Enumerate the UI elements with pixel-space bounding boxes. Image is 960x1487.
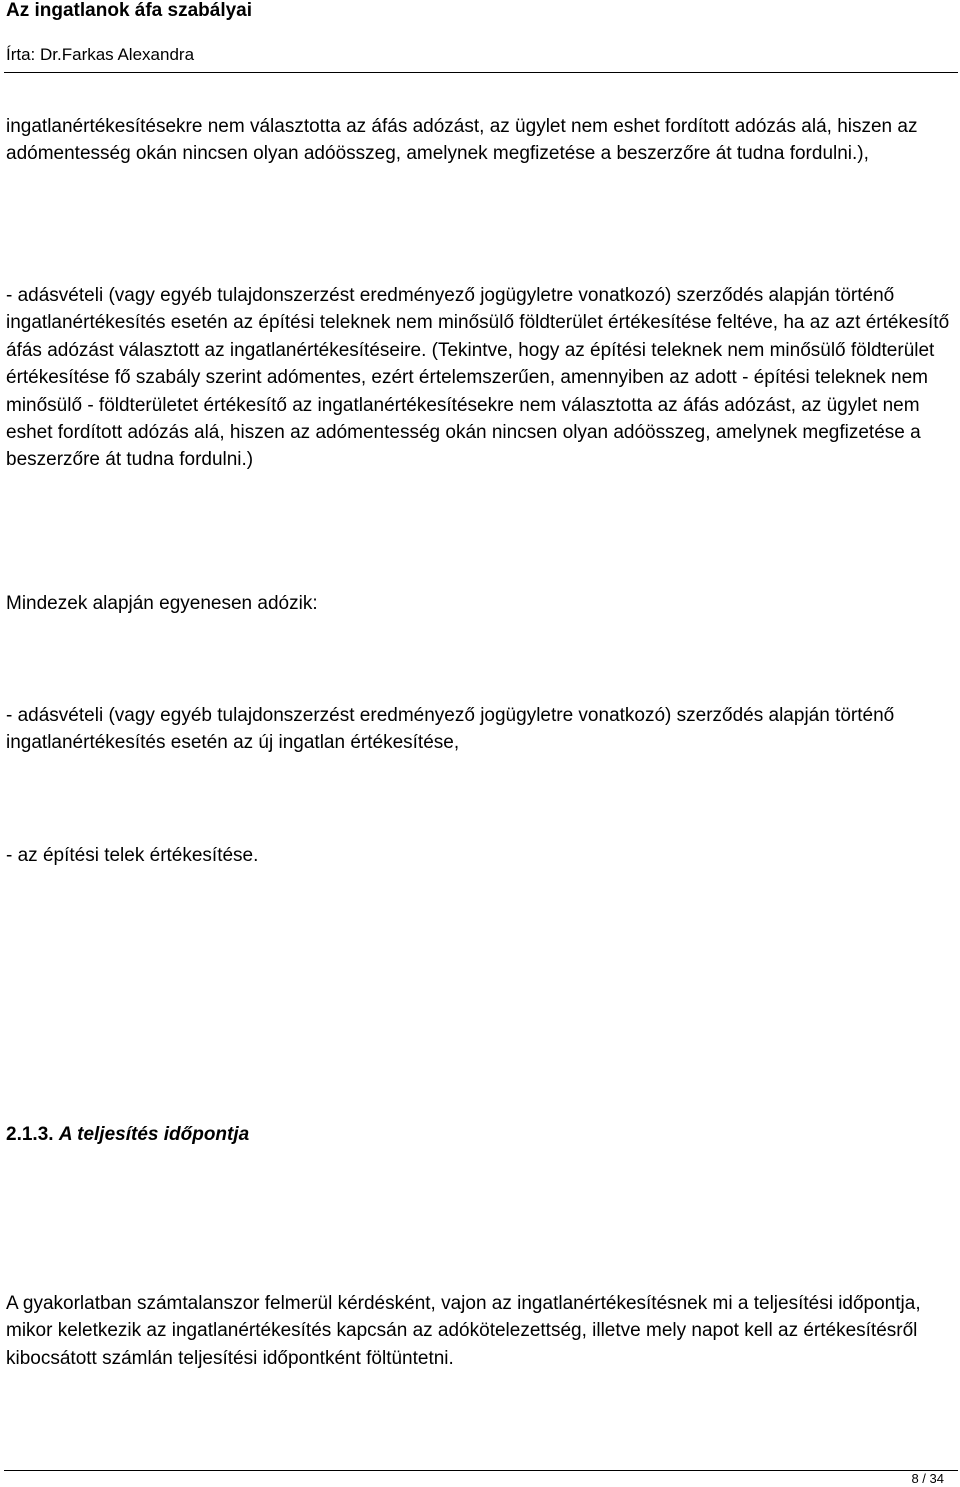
page-number: 8 / 34 (911, 1471, 944, 1486)
footer-divider (4, 1470, 958, 1471)
paragraph-continuation: ingatlanértékesítésekre nem választotta az áfás adózást, az ügylet nem eshet fordított adózás alá, hiszen az adómentesség okán nincsen olyan adóösszeg, amelynek megfizetése a beszerzőre át tudna fordulni.), (6, 116, 918, 165)
document-title: Az ingatlanok áfa szabályai (6, 0, 253, 21)
paragraph-building-plot: - az építési telek értékesítése. (6, 845, 259, 866)
header-divider (4, 72, 958, 73)
paragraph-summary-intro: Mindezek alapján egyenesen adózik: (6, 593, 318, 614)
section-number: 2.1.3. (6, 1124, 54, 1145)
paragraph-new-property: - adásvételi (vagy egyéb tulajdonszerzést eredményező jogügyletre vonatkozó) szerződés alapján történő ingatlanértékesítés esetén az új ingatlan értékesítése, (6, 705, 895, 754)
document-author: Írta: Dr.Farkas Alexandra (6, 45, 195, 64)
paragraph-performance-date: A gyakorlatban számtalanszor felmerül kérdésként, vajon az ingatlanértékesítésnek mi a teljesítési időpontja, mikor keletkezik az ingatlanértékesítés kapcsán az adókötelezettség, illetve mely napot kell az értékesítésről kibocsátott számlán teljesítési időpontként föltüntetni. (6, 1293, 921, 1369)
section-title: A teljesítés időpontja (58, 1124, 250, 1145)
paragraph-land-sale: - adásvételi (vagy egyéb tulajdonszerzést eredményező jogügyletre vonatkozó) szerződés alapján történő ingatlanértékesítés esetén az építési teleknek nem minősülő földterület értékesítése feltéve, ha az azt értékesítő áfás adózást választott az ingatlanértékesítéseire. (Tekintve, hogy az építési teleknek nem minősülő földterület értékesítése fő szabály szerint adómentes, ezért értelemszerűen, amennyiben az adott - építési teleknek nem minősülő - földterületet értékesítő az ingatlanértékesítésekre nem választotta az áfás adózást, az ügylet nem eshet fordított adózás alá, hiszen az adómentesség okán nincsen olyan adóösszeg, amelynek megfizetése a beszerzőre át tudna fordulni.) (6, 285, 950, 471)
section-heading (6, 1121, 249, 1148)
